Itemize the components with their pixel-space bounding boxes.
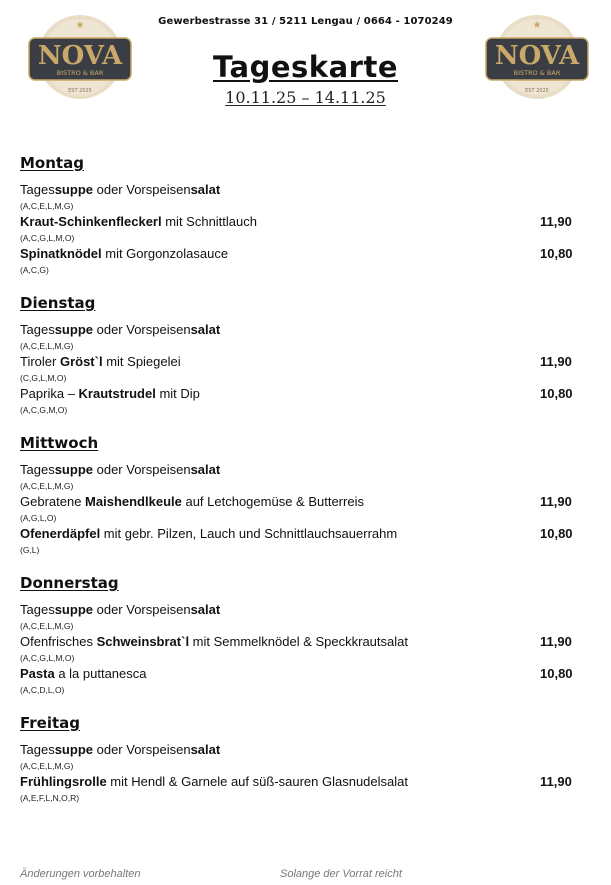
day-section — [20, 572, 580, 698]
dish-name — [20, 246, 228, 262]
page-title: Tageskarte — [213, 50, 398, 84]
allergen-codes: (A,E,F,L,N,O,R) — [20, 793, 80, 803]
daily-menu — [20, 152, 580, 820]
dish-text-part: Maishendlkeule — [85, 494, 182, 509]
address-line: Gewerbestrasse 31 / 5211 Lengau / 0664 - 1070249 — [158, 16, 453, 27]
dish-text-part: oder Vorspeisen — [93, 602, 191, 617]
dish-text-part: Schweinsbrat`l — [96, 634, 190, 649]
day-heading: Dienstag — [20, 294, 96, 312]
dish-row — [20, 246, 580, 262]
allergen-codes: (A,C,G) — [20, 265, 49, 275]
footer-note-stock: Solange der Vorrat reicht — [280, 868, 402, 880]
nova-logo-image — [483, 14, 591, 100]
dish-text-part: oder Vorspeisen — [93, 182, 191, 197]
dish-text-part: Tages — [20, 462, 55, 477]
dish-text-part: oder Vorspeisen — [93, 322, 191, 337]
dish-row — [20, 774, 580, 790]
day-heading: Freitag — [20, 714, 81, 732]
dish-text-part: mit Dip — [155, 386, 200, 401]
dish-text-part: Tages — [20, 322, 55, 337]
dish-text-part: salat — [190, 602, 221, 617]
day-section — [20, 292, 580, 418]
dish-text-part: Frühlingsrolle — [20, 774, 107, 789]
day-section — [20, 712, 580, 806]
dish-price: 10,80 — [540, 666, 573, 681]
dish-text-part: Ofenerdäpfel — [20, 526, 101, 541]
dish-name — [20, 666, 147, 682]
svg-text:BISTRO & BAR: BISTRO & BAR — [56, 69, 104, 77]
dish-text-part: Tages — [20, 602, 55, 617]
dish-name — [20, 386, 200, 402]
dish-price: 10,80 — [540, 526, 573, 541]
dish-text-part: suppe — [54, 602, 93, 617]
dish-text-part: Ofenfrisches — [20, 634, 97, 649]
day-section — [20, 432, 580, 558]
dish-text-part: suppe — [54, 742, 93, 757]
dish-name — [20, 742, 220, 758]
allergen-codes: (A,C,E,L,M,G) — [20, 481, 74, 491]
dish-price: 11,90 — [540, 634, 572, 649]
dish-text-part: salat — [190, 182, 221, 197]
dish-text-part: mit Schnittlauch — [161, 214, 257, 229]
dish-text-part: oder Vorspeisen — [93, 462, 191, 477]
dish-price: 11,90 — [540, 774, 572, 789]
dish-text-part: Tages — [20, 742, 55, 757]
dish-text-part: Spinatknödel — [20, 246, 102, 261]
dish-price: 11,90 — [540, 494, 572, 509]
dish-row — [20, 742, 580, 758]
dish-name — [20, 214, 257, 230]
dish-name — [20, 182, 220, 198]
dish-text-part: salat — [190, 742, 221, 757]
dish-text-part: suppe — [54, 182, 93, 197]
dish-text-part: a la puttanesca — [54, 666, 147, 681]
dish-text-part: Pasta — [20, 666, 55, 681]
dish-text-part: Kraut-Schinkenfleckerl — [20, 214, 162, 229]
day-heading: Mittwoch — [20, 434, 99, 452]
allergen-codes: (A,C,G,M,O) — [20, 405, 68, 415]
dish-row — [20, 634, 580, 650]
svg-text:NOVA: NOVA — [37, 41, 123, 71]
dish-text-part: salat — [190, 462, 221, 477]
dish-text-part: oder Vorspeisen — [93, 742, 191, 757]
dish-name — [20, 322, 220, 338]
dish-row — [20, 214, 580, 230]
dish-price: 11,90 — [540, 214, 572, 229]
dish-row — [20, 182, 580, 198]
dish-name — [20, 494, 364, 510]
allergen-codes: (C,G,L,M,O) — [20, 373, 67, 383]
footer-note-changes: Änderungen vorbehalten — [20, 868, 141, 880]
allergen-codes: (A,C,E,L,M,G) — [20, 621, 74, 631]
dish-text-part: suppe — [54, 462, 93, 477]
dish-row — [20, 494, 580, 510]
dish-row — [20, 602, 580, 618]
date-range: 10.11.25 – 14.11.25 — [225, 88, 386, 107]
dish-text-part: Krautstrudel — [78, 386, 156, 401]
dish-text-part: mit Gorgonzolasauce — [101, 246, 229, 261]
allergen-codes: (A,C,G,L,M,O) — [20, 233, 75, 243]
dish-price: 11,90 — [540, 354, 572, 369]
dish-name — [20, 354, 181, 370]
dish-text-part: Paprika – — [20, 386, 79, 401]
allergen-codes: (A,C,G,L,M,O) — [20, 653, 75, 663]
dish-name — [20, 462, 220, 478]
allergen-codes: (A,C,E,L,M,G) — [20, 201, 74, 211]
dish-text-part: salat — [190, 322, 221, 337]
dish-text-part: auf Letchogemüse & Butterreis — [181, 494, 364, 509]
logo-left — [26, 14, 134, 100]
dish-text-part: suppe — [54, 322, 93, 337]
dish-text-part: mit Hendl & Garnele auf süß-sauren Glasnudelsalat — [106, 774, 408, 789]
dish-price: 10,80 — [540, 246, 573, 261]
dish-row — [20, 386, 580, 402]
logo-right — [483, 14, 591, 100]
dish-text-part: Gröst`l — [59, 354, 103, 369]
dish-row — [20, 322, 580, 338]
day-heading: Donnerstag — [20, 574, 119, 592]
dish-name — [20, 634, 408, 650]
dish-text-part: Gebratene — [20, 494, 86, 509]
dish-name — [20, 774, 408, 790]
allergen-codes: (A,G,L,O) — [20, 513, 57, 523]
nova-logo-image — [26, 14, 134, 100]
svg-text:NOVA: NOVA — [494, 41, 580, 71]
day-heading: Montag — [20, 154, 84, 172]
day-section — [20, 152, 580, 278]
dish-text-part: Tiroler — [20, 354, 60, 369]
allergen-codes: (G,L) — [20, 545, 40, 555]
svg-text:★: ★ — [532, 20, 542, 31]
dish-row — [20, 666, 580, 682]
allergen-codes: (A,C,D,L,O) — [20, 685, 65, 695]
dish-row — [20, 526, 580, 542]
svg-text:★: ★ — [75, 20, 85, 31]
svg-text:EST 2025: EST 2025 — [525, 88, 549, 94]
dish-text-part: mit Semmelknödel & Speckkrautsalat — [189, 634, 408, 649]
dish-name — [20, 602, 220, 618]
allergen-codes: (A,C,E,L,M,G) — [20, 341, 74, 351]
dish-text-part: mit Spiegelei — [102, 354, 181, 369]
dish-text-part: mit gebr. Pilzen, Lauch und Schnittlauchsauerrahm — [100, 526, 398, 541]
svg-text:EST 2025: EST 2025 — [68, 88, 92, 94]
dish-row — [20, 462, 580, 478]
allergen-codes: (A,C,E,L,M,G) — [20, 761, 74, 771]
dish-row — [20, 354, 580, 370]
dish-text-part: Tages — [20, 182, 55, 197]
dish-name — [20, 526, 397, 542]
svg-text:BISTRO & BAR: BISTRO & BAR — [513, 69, 561, 77]
dish-price: 10,80 — [540, 386, 573, 401]
